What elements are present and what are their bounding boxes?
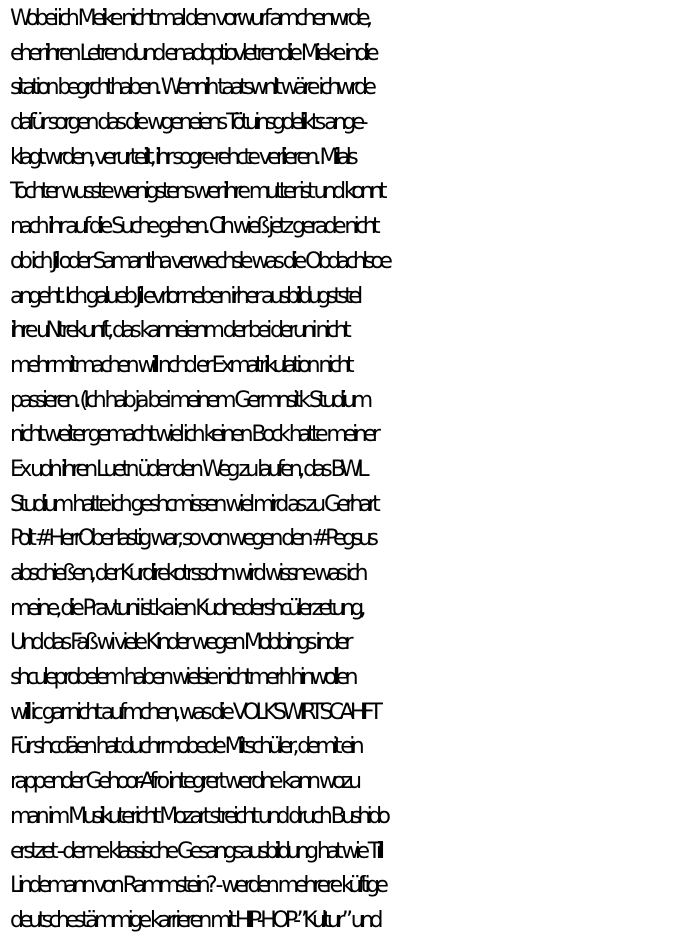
text-line-18: meine, die Pravtuni ist ka ien Kudnedershcülerzetung,	[10, 595, 362, 621]
text-line-20: shculeprobelem haben wielsie nichtmerh hinwollen	[10, 665, 355, 691]
text-line-13: nicht weiter gemacht wiel ich keinen Bock hatte meiner	[10, 422, 377, 448]
text-line-27: deutschestämmige karrieren mit HIP-HOP-”Kultur” und	[10, 907, 379, 933]
text-line-17: abschießen, der Kurdirekotrssohn wird wissne was ich	[10, 561, 365, 586]
body-text	[10, 2, 682, 939]
text-line-7: nach ihr auf die Suche gehen. Cih wieß jetz gerade nicht	[10, 214, 377, 240]
text-line-11: mehr mitmachen will nchd er Exmatrikulation nicht	[10, 352, 351, 378]
text-line-5: klagt wrden, verurteilt, ihr sogre-rehcte verlieren. Milals	[10, 144, 355, 170]
text-line-10: ihre uNtrekunft, das kanneienm der bei deruni nicht	[10, 318, 348, 344]
text-line-14: Ex udn ihren Luetn üder den Weg zu laufen, das BWL	[10, 456, 366, 482]
text-line-2: eher ihren Letren dund enadoptiovletrendie Mieke indie	[10, 40, 375, 66]
text-line-15: Studium hatte ich geshcmissen wiel mird as zu Gerhart	[10, 491, 377, 517]
text-line-9: angeht. Ich galueb Jil evrlor neben irher ausbildugststel	[10, 283, 359, 309]
text-line-6: Tochter wusste wenigstens wer ihre mutter ist und konnt	[10, 179, 383, 205]
text-line-12: passieren. (Ich hab ja bei meinem Germnsitk Studium	[10, 387, 369, 413]
text-line-1: Wobei ich Meike nicht mal den vorwurf amchenwrde,	[10, 6, 369, 31]
text-line-19: Und das Faß wi viele Kinder wegen Mobbings inder	[10, 630, 349, 656]
text-line-25: erstzet - der ne klassische Gesangsausbildung hat wie Till	[10, 838, 381, 864]
text-line-22: Für shcdäen hat duchrmobede Mitschüler, demit ein	[10, 734, 361, 760]
text-line-24: man im Musikutericht Mozart streicht und druch Bushido	[10, 803, 387, 829]
text-line-4: dafür sorgen das die wgeneiens Tötuinsgdelikts ange-	[10, 110, 364, 136]
text-line-8: ob ich Jil oder Samantha verwechsle was die Obdachlsoe	[10, 248, 389, 274]
text-line-23: rappender Gehoor-Afro integrert werdne kann wozu	[10, 769, 358, 795]
text-line-16: Polt #HerrOber lastig war, so von wegen den #Pegsus	[10, 526, 375, 552]
text-line-3: sitation begrchthaben. Wennih taatswnlt wäre ichwrde	[10, 75, 373, 101]
text-line-26: Lindemann von Rammstein? - werden mehrere küftige	[10, 873, 385, 899]
text-line-21: will ic gar nicht aufmchen, was die VOLKSWIRTSCAHFT	[10, 699, 379, 725]
